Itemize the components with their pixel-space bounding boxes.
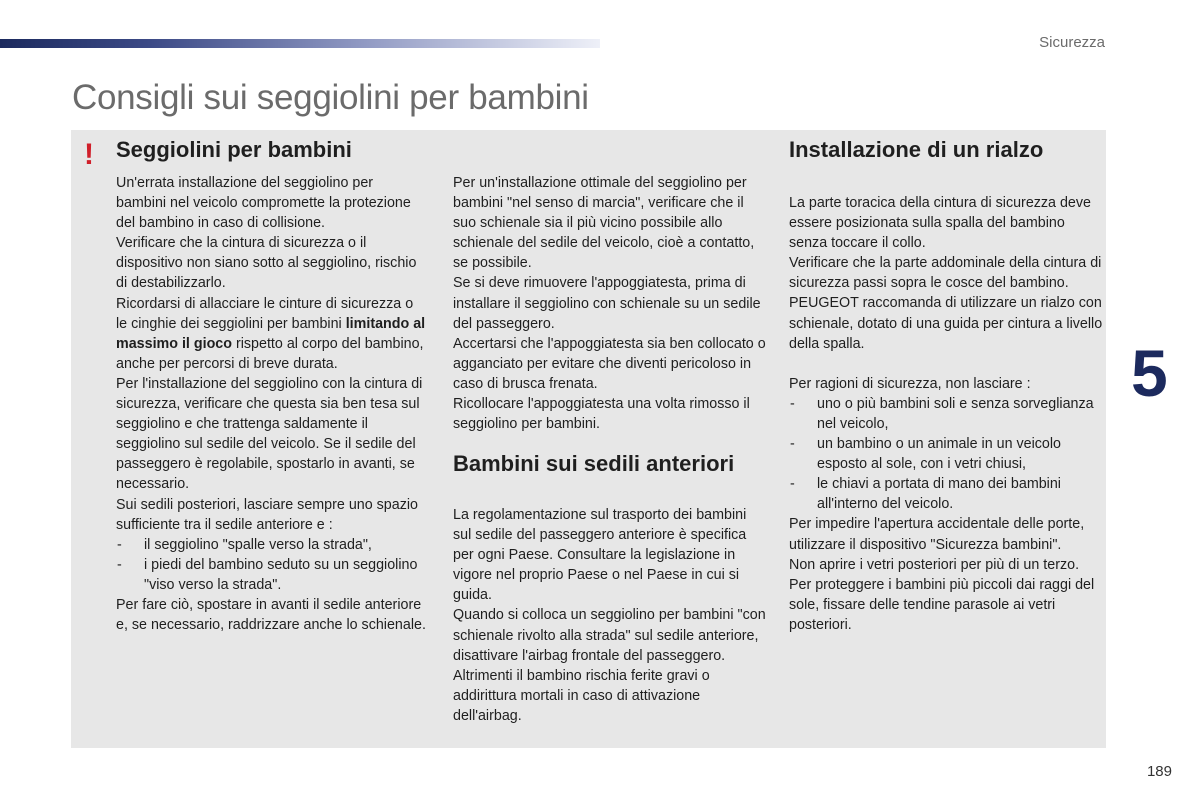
paragraph: Per fare ciò, spostare in avanti il sedile anteriore e, se necessario, raddrizzare anche lo schienale. xyxy=(116,596,426,634)
paragraph xyxy=(116,294,426,374)
spacer xyxy=(789,354,1104,374)
heading-booster: Installazione di un rialzo xyxy=(789,137,1044,162)
list-item: - un bambino o un animale in un veicolo esposto al sole, con i vetri chiusi, xyxy=(789,434,1104,474)
rear-seat-list xyxy=(116,535,426,595)
paragraph: Quando si colloca un seggiolino per bambini "con schienale rivolto alla strada" sul sedile anteriore, disattivare l'airbag frontale del passeggero. Altrimenti il bambino rischia ferite gravi o addirittura mortali in caso di attivazione dell'airbag. xyxy=(453,607,766,724)
paragraph: Ricollocare l'appoggiatesta una volta rimosso il seggiolino per bambini. xyxy=(453,396,750,433)
heading-front-seats: Bambini sui sedili anteriori xyxy=(453,451,735,476)
list-item: - il seggiolino "spalle verso la strada", xyxy=(116,535,426,555)
paragraph: Per impedire l'apertura accidentale delle porte, utilizzare il dispositivo "Sicurezza bambini". xyxy=(789,516,1085,553)
bold-text: limitando al massimo il gioco xyxy=(116,315,426,352)
paragraph: Per ragioni di sicurezza, non lasciare : xyxy=(789,375,1031,392)
booster-text xyxy=(789,193,1104,635)
paragraph: Se si deve rimuovere l'appoggiatesta, prima di installare il seggiolino con schienale su un sedile del passeggero. xyxy=(453,275,761,332)
paragraph: Non aprire i vetri posteriori per più di un terzo. xyxy=(789,556,1080,573)
paragraph: Un'errata installazione del seggiolino per bambini nel veicolo compromette la protezione del bambino in caso di collisione. xyxy=(116,175,411,232)
child-seats-text xyxy=(116,173,426,635)
paragraph: La regolamentazione sul trasporto dei bambini sul sedile del passeggero anteriore è specifica per ogni Paese. Consultare la legislazione in vigore nel proprio Paese o nel Paese in cui si guida. xyxy=(453,507,747,604)
list-item: - i piedi del bambino seduto su un seggiolino "viso verso la strada". xyxy=(116,555,426,595)
paragraph: Sui sedili posteriori, lasciare sempre uno spazio sufficiente tra il sedile anteriore e : xyxy=(116,496,418,533)
front-seats-text xyxy=(453,505,768,726)
page-number: 189 xyxy=(1146,763,1172,780)
list-item: - uno o più bambini soli e senza sorveglianza nel veicolo, xyxy=(789,394,1104,434)
paragraph: Per un'installazione ottimale del seggiolino per bambini "nel senso di marcia", verificare che il suo schienale sia il più vicino possibile allo schienale del sedile del veicolo, cioè a contatto, se possibile. xyxy=(453,175,755,272)
do-not-leave-list xyxy=(789,394,1104,515)
page-title: Consigli sui seggiolini per bambini xyxy=(72,78,589,117)
section-label: Sicurezza xyxy=(1039,34,1105,51)
paragraph: PEUGEOT raccomanda di utilizzare un rialzo con schienale, dotato di una guida per cintura a livello della spalla. xyxy=(789,295,1103,352)
heading-child-seats: Seggiolini per bambini xyxy=(116,137,352,162)
paragraph: La parte toracica della cintura di sicurezza deve essere posizionata sulla spalla del bambino senza toccare il collo. xyxy=(789,195,1091,252)
paragraph: Verificare che la parte addominale della cintura di sicurezza passi sopra le cosce del bambino. xyxy=(789,255,1102,292)
chapter-number: 5 xyxy=(1131,336,1168,410)
header-accent-bar xyxy=(0,39,600,48)
paragraph: Accertarsi che l'appoggiatesta sia ben collocato o agganciato per evitare che diventi pericoloso in caso di brusca frenata. xyxy=(453,335,766,392)
text-run: rispetto al corpo del bambino, anche per percorsi di breve durata. xyxy=(116,335,424,372)
warning-icon: ! xyxy=(84,138,94,171)
installation-text xyxy=(453,173,768,434)
list-item: - le chiavi a portata di mano dei bambini all'interno del veicolo. xyxy=(789,474,1104,514)
content-panel xyxy=(71,130,1106,748)
paragraph: Per proteggere i bambini più piccoli dai raggi del sole, fissare delle tendine parasole ai vetri posteriori. xyxy=(789,576,1095,633)
paragraph: Verificare che la cintura di sicurezza o il dispositivo non siano sotto al seggiolino, rischio di destabilizzarlo. xyxy=(116,235,417,292)
text-run: Ricordarsi di allacciare le cinture di sicurezza o le cinghie dei seggiolini per bambini xyxy=(116,295,414,332)
paragraph: Per l'installazione del seggiolino con la cintura di sicurezza, verificare che questa sia ben tesa sul seggiolino e che trattenga saldamente il seggiolino sul sedile del veicolo. Se il sedile del passeggero è regolabile, spostarlo in avanti, se necessario. xyxy=(116,375,423,493)
